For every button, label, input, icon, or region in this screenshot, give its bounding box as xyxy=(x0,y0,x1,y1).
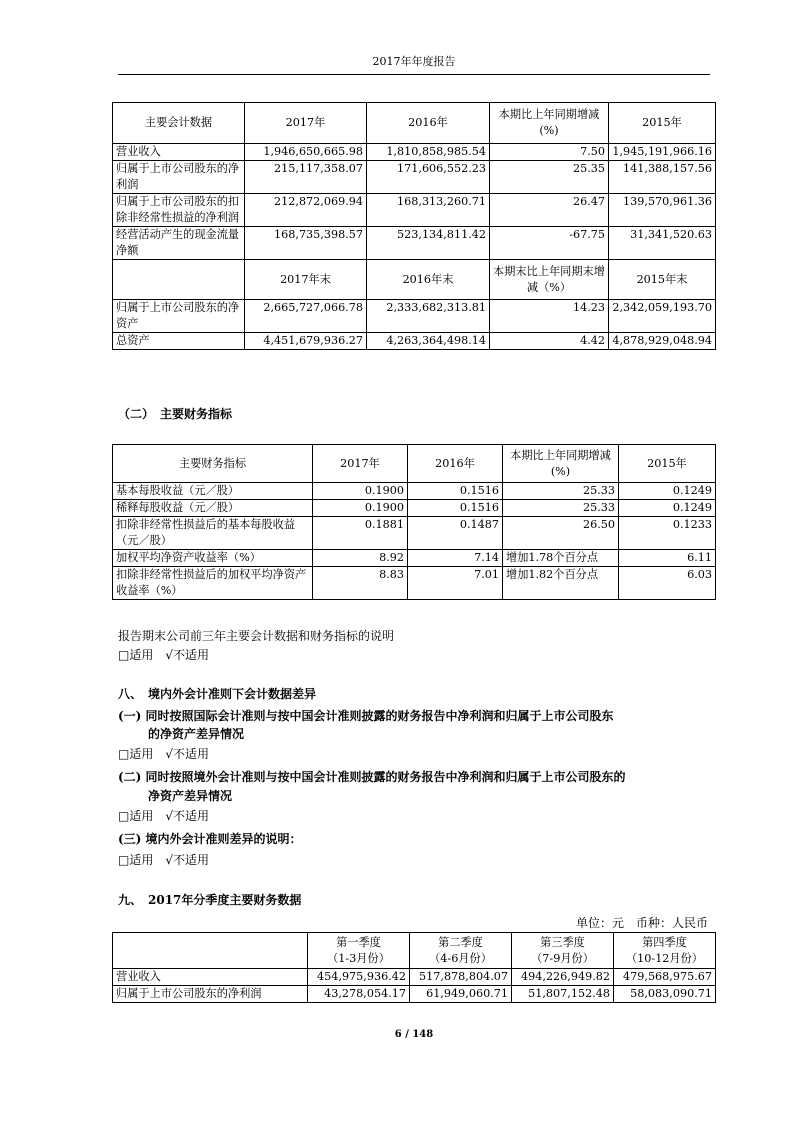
table-row xyxy=(113,483,716,500)
note-title: 报告期末公司前三年主要会计数据和财务指标的说明 xyxy=(118,629,395,643)
cell-value: 增加1.82个百分点 xyxy=(503,567,619,600)
row-label: 稀释每股收益（元／股） xyxy=(113,500,313,517)
table-header-cell: 本期比上年同期增减(%) xyxy=(490,103,609,144)
cell-value: 7.01 xyxy=(408,567,503,600)
cell-value: 517,878,804.07 xyxy=(410,969,512,986)
table-header-cell: 2017年 xyxy=(313,445,408,483)
page-header: 2017年年度报告 xyxy=(372,55,456,68)
cell-value: 31,341,520.63 xyxy=(609,227,716,260)
table-header-cell: 2015年 xyxy=(609,103,716,144)
row-label: 经营活动产生的现金流量净额 xyxy=(113,227,245,260)
cell-value: 7.14 xyxy=(408,550,503,567)
header-line: 第二季度 xyxy=(438,935,483,949)
cell-value: 43,278,054.17 xyxy=(308,986,410,1003)
row-label: 归属于上市公司股东的净利润 xyxy=(113,986,308,1003)
applicability-line: □适用 √不适用 xyxy=(118,648,209,662)
header-line: 第三季度 xyxy=(540,935,585,949)
page-number: 6 / 148 xyxy=(394,1029,434,1040)
table-header-cell: 2017年末 xyxy=(245,260,367,300)
subsection-title: (二) 同时按照境外会计准则与按中国会计准则披露的财务报告中净利润和归属于上市公司股东的 xyxy=(118,770,626,784)
section-title: （二） 主要财务指标 xyxy=(118,407,233,421)
table-header-cell xyxy=(113,260,245,300)
applicability-line: □适用 √不适用 xyxy=(118,809,209,823)
subsection-title-cont: 净资产差异情况 xyxy=(148,789,233,803)
table-header-cell: 2016年 xyxy=(367,103,490,144)
table-row xyxy=(113,500,716,517)
cell-value: 139,570,961.36 xyxy=(609,194,716,227)
cell-value: 479,568,975.67 xyxy=(614,969,716,986)
row-label: 营业收入 xyxy=(113,144,245,161)
table-header-cell: 本期比上年同期增减(%) xyxy=(503,445,619,483)
table-row xyxy=(113,517,716,550)
cell-value: 1,946,650,665.98 xyxy=(245,144,367,161)
row-label: 归属于上市公司股东的扣除非经常性损益的净利润 xyxy=(113,194,245,227)
cell-value: 0.1233 xyxy=(619,517,716,550)
cell-value: 25.35 xyxy=(490,161,609,194)
cell-value: 61,949,060.71 xyxy=(410,986,512,1003)
section-title: 九、 2017年分季度主要财务数据 xyxy=(118,893,302,907)
financial-indicators-table xyxy=(112,444,716,600)
table-header-cell: 2017年 xyxy=(245,103,367,144)
table-header-cell xyxy=(614,933,716,969)
row-label: 总资产 xyxy=(113,333,245,350)
cell-value: 215,117,358.07 xyxy=(245,161,367,194)
table-row xyxy=(113,986,716,1003)
cell-value: 8.83 xyxy=(313,567,408,600)
cell-value: 494,226,949.82 xyxy=(512,969,614,986)
cell-value: 0.1900 xyxy=(313,500,408,517)
table-header-cell xyxy=(410,933,512,969)
cell-value: 4,263,364,498.14 xyxy=(367,333,490,350)
row-label: 归属于上市公司股东的净利润 xyxy=(113,161,245,194)
table-row xyxy=(113,194,716,227)
table-row xyxy=(113,333,716,350)
cell-value: 454,975,936.42 xyxy=(308,969,410,986)
table-header-cell: 本期末比上年同期末增减（%） xyxy=(490,260,609,300)
row-label: 扣除非经常性损益后的基本每股收益（元／股） xyxy=(113,517,313,550)
cell-value: 2,333,682,313.81 xyxy=(367,300,490,333)
cell-value: 0.1249 xyxy=(619,500,716,517)
cell-value: 25.33 xyxy=(503,483,619,500)
cell-value: 1,810,858,985.54 xyxy=(367,144,490,161)
subsection-title-cont: 的净资产差异情况 xyxy=(148,727,245,741)
row-label: 扣除非经常性损益后的加权平均净资产收益率（%） xyxy=(113,567,313,600)
header-line: （10-12月份） xyxy=(625,951,703,965)
table-header-cell xyxy=(308,933,410,969)
header-rule xyxy=(118,74,710,75)
cell-value: 2,342,059,193.70 xyxy=(609,300,716,333)
table-header-cell: 2016年 xyxy=(408,445,503,483)
cell-value: 4.42 xyxy=(490,333,609,350)
section-title: 八、 境内外会计准则下会计数据差异 xyxy=(118,687,317,701)
cell-value: 4,451,679,936.27 xyxy=(245,333,367,350)
quarterly-data-table xyxy=(112,932,716,1003)
table-header-cell: 2015年 xyxy=(619,445,716,483)
unit-currency-label: 单位：元 币种：人民币 xyxy=(575,916,708,930)
cell-value: 168,313,260.71 xyxy=(367,194,490,227)
row-label: 归属于上市公司股东的净资产 xyxy=(113,300,245,333)
header-line: （4-6月份） xyxy=(429,951,492,965)
cell-value: 171,606,552.23 xyxy=(367,161,490,194)
cell-value: 0.1516 xyxy=(408,483,503,500)
table-row xyxy=(113,144,716,161)
header-line: （1-3月份） xyxy=(327,951,390,965)
cell-value: 4,878,929,048.94 xyxy=(609,333,716,350)
cell-value: 6.11 xyxy=(619,550,716,567)
cell-value: 141,388,157.56 xyxy=(609,161,716,194)
cell-value: 168,735,398.57 xyxy=(245,227,367,260)
cell-value: 212,872,069.94 xyxy=(245,194,367,227)
table-header-cell xyxy=(113,933,308,969)
applicability-line: □适用 √不适用 xyxy=(118,747,209,761)
table-header-cell: 2015年末 xyxy=(609,260,716,300)
cell-value: 0.1516 xyxy=(408,500,503,517)
table-row xyxy=(113,300,716,333)
cell-value: 26.50 xyxy=(503,517,619,550)
cell-value: 8.92 xyxy=(313,550,408,567)
cell-value: 14.23 xyxy=(490,300,609,333)
cell-value: 26.47 xyxy=(490,194,609,227)
cell-value: 51,807,152.48 xyxy=(512,986,614,1003)
row-label: 营业收入 xyxy=(113,969,308,986)
table-header-cell: 主要会计数据 xyxy=(113,103,245,144)
table-header-cell: 2016年末 xyxy=(367,260,490,300)
table-row xyxy=(113,969,716,986)
cell-value: 0.1900 xyxy=(313,483,408,500)
table-row xyxy=(113,161,716,194)
cell-value: 6.03 xyxy=(619,567,716,600)
cell-value: 523,134,811.42 xyxy=(367,227,490,260)
cell-value: 0.1249 xyxy=(619,483,716,500)
table-row xyxy=(113,227,716,260)
cell-value: 7.50 xyxy=(490,144,609,161)
cell-value: -67.75 xyxy=(490,227,609,260)
accounting-data-table xyxy=(112,102,716,350)
table-header-cell xyxy=(512,933,614,969)
applicability-line: □适用 √不适用 xyxy=(118,853,209,867)
header-line: 第一季度 xyxy=(336,935,381,949)
table-header-cell: 主要财务指标 xyxy=(113,445,313,483)
table-row xyxy=(113,567,716,600)
row-label: 基本每股收益（元／股） xyxy=(113,483,313,500)
header-line: （7-9月份） xyxy=(531,951,594,965)
cell-value: 25.33 xyxy=(503,500,619,517)
cell-value: 0.1881 xyxy=(313,517,408,550)
header-line: 第四季度 xyxy=(642,935,687,949)
cell-value: 0.1487 xyxy=(408,517,503,550)
table-row xyxy=(113,550,716,567)
cell-value: 2,665,727,066.78 xyxy=(245,300,367,333)
subsection-title: (一) 同时按照国际会计准则与按中国会计准则披露的财务报告中净利润和归属于上市公司股东 xyxy=(118,709,614,723)
subsection-title: (三) 境内外会计准则差异的说明： xyxy=(118,832,302,846)
cell-value: 58,083,090.71 xyxy=(614,986,716,1003)
cell-value: 增加1.78个百分点 xyxy=(503,550,619,567)
cell-value: 1,945,191,966.16 xyxy=(609,144,716,161)
row-label: 加权平均净资产收益率（%） xyxy=(113,550,313,567)
